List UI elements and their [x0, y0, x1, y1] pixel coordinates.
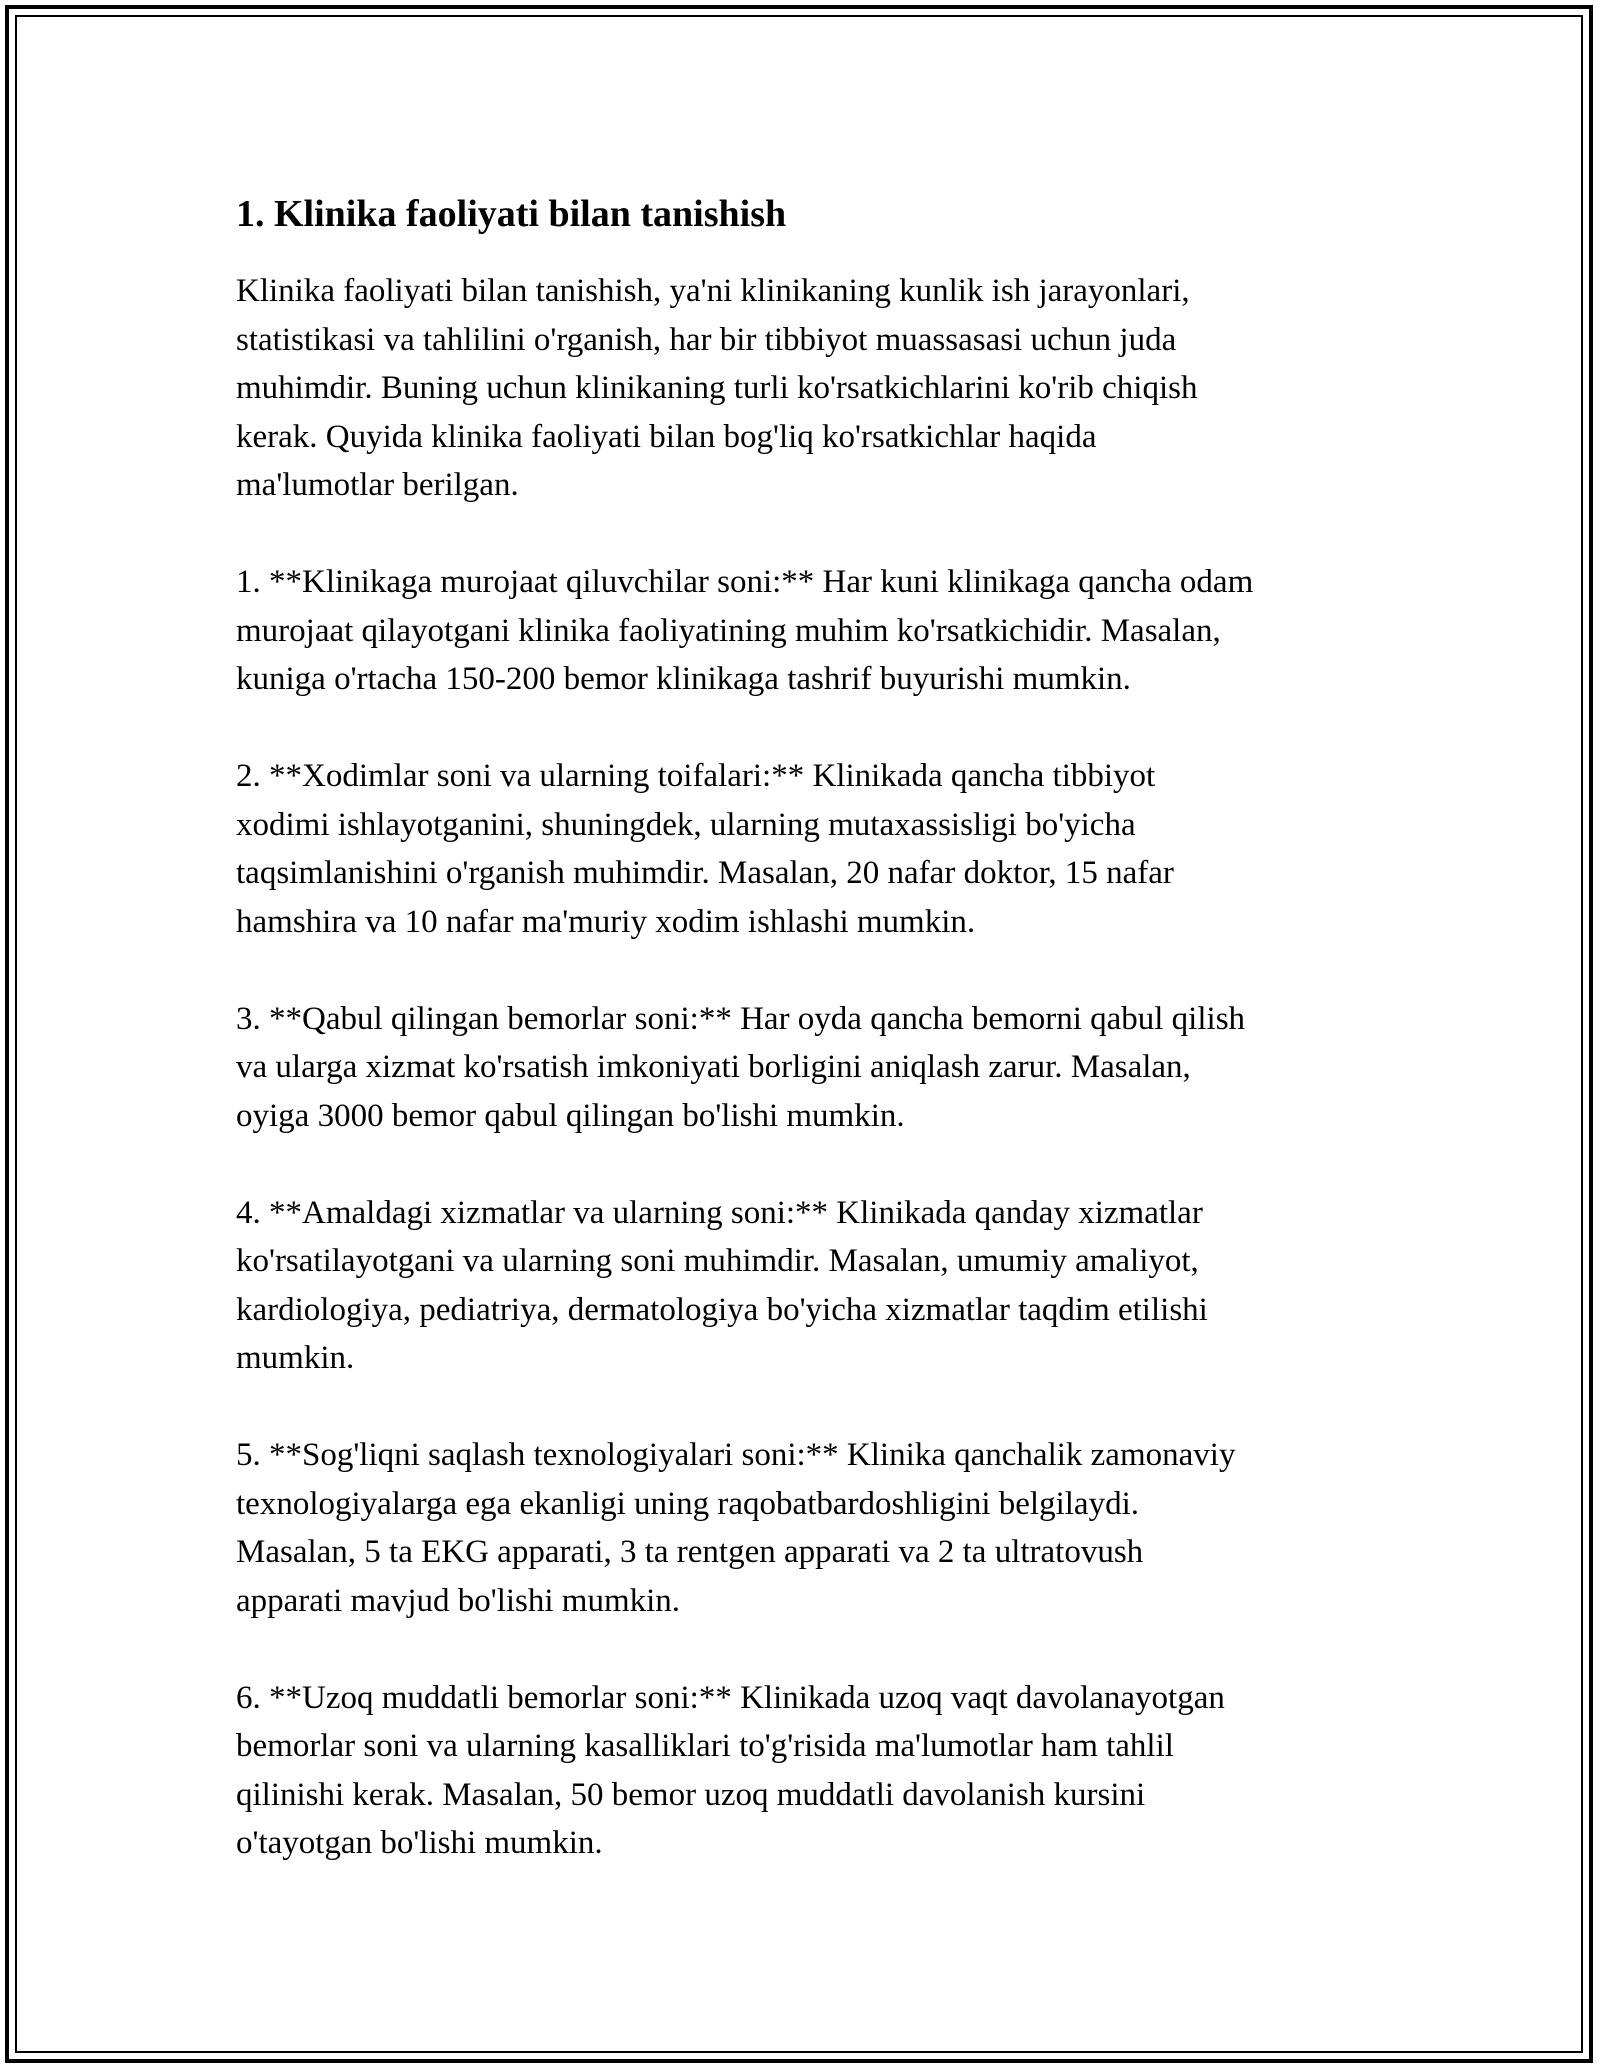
paragraph-spacer	[236, 1625, 1376, 1674]
paragraph-spacer	[236, 510, 1376, 559]
document-body	[236, 185, 1376, 1868]
list-item-6: 6. **Uzoq muddatli bemorlar soni:** Klinikada uzoq vaqt davolanayotgan bemorlar soni va ularning kasalliklari to'g'risida ma'lumotlar ham tahlil qilinishi kerak. Masalan, 50 bemor uzoq muddatli davolanish kursini o'tayotgan bo'lishi mumkin.	[236, 1679, 1225, 1861]
section-heading: 1. Klinika faoliyati bilan tanishish	[236, 193, 787, 235]
paragraph-spacer	[236, 1140, 1376, 1189]
paragraph-spacer	[236, 1383, 1376, 1432]
list-item-1: 1. **Klinikaga murojaat qiluvchilar soni:** Har kuni klinikaga qancha odam murojaat qilayotgani klinika faoliyatining muhim ko'rsatkichidir. Masalan, kuniga o'rtacha 150-200 bemor klinikaga tashrif buyurishi mumkin.	[236, 564, 1254, 697]
paragraph-spacer	[236, 704, 1376, 753]
intro-paragraph: Klinika faoliyati bilan tanishish, ya'ni klinikaning kunlik ish jarayonlari, statistikasi va tahlilini o'rganish, har bir tibbiyot muassasasi uchun juda muhimdir. Buning uchun klinikaning turli ko'rsatkichlarini ko'rib chiqish kerak. Quyida klinika faoliyati bilan bog'liq ko'rsatkichlar haqida ma'lumotlar berilgan.	[236, 273, 1198, 503]
list-item-4: 4. **Amaldagi xizmatlar va ularning soni:** Klinikada qanday xizmatlar ko'rsatilayotgani va ularning soni muhimdir. Masalan, umumiy amaliyot, kardiologiya, pediatriya, dermatologiya bo'yicha xizmatlar taqdim etilishi mumkin.	[236, 1194, 1208, 1376]
list-item-2: 2. **Xodimlar soni va ularning toifalari:** Klinikada qancha tibbiyot xodimi ishlayotganini, shuningdek, ularning mutaxassisligi bo'yicha taqsimlanishini o'rganish muhimdir. Masalan, 20 nafar doktor, 15 nafar hamshira va 10 nafar ma'muriy xodim ishlashi mumkin.	[236, 758, 1174, 940]
paragraph-spacer	[236, 946, 1376, 995]
list-item-3: 3. **Qabul qilingan bemorlar soni:** Har oyda qancha bemorni qabul qilish va ularga xizmat ko'rsatish imkoniyati borligini aniqlash zarur. Masalan, oyiga 3000 bemor qabul qilingan bo'lishi mumkin.	[236, 1000, 1246, 1134]
list-item-5: 5. **Sog'liqni saqlash texnologiyalari soni:** Klinika qanchalik zamonaviy texnologiyalarga ega ekanligi uning raqobatbardoshligini belgilaydi. Masalan, 5 ta EKG apparati, 3 ta rentgen apparati va 2 ta ultratovush apparati mavjud bo'lishi mumkin.	[236, 1437, 1236, 1619]
